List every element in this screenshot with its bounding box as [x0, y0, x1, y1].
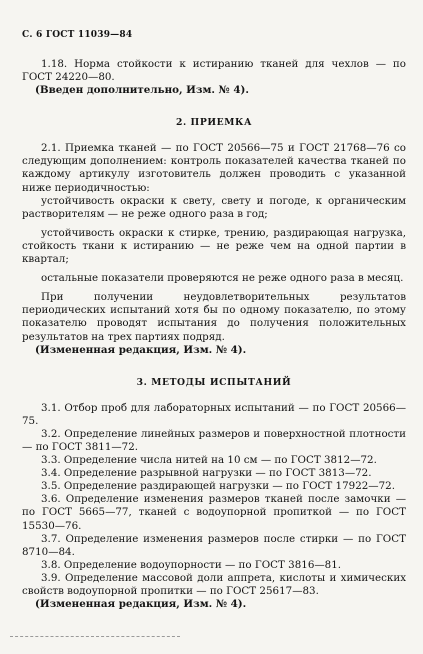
- paragraph-3-2: 3.2. Определение линейных размеров и поверхностной плотности — по ГОСТ 3811—72.: [22, 427, 406, 453]
- paragraph-3-7: 3.7. Определение изменения размеров после стирки — по ГОСТ 8710—84.: [22, 532, 406, 558]
- list-item-wash-fastness: устойчивость окраски к стирке, трению, раздирающая нагрузка, стойкость ткани к истиранию — не реже чем на одной партии в квартал;: [22, 226, 406, 266]
- paragraph-1-18: 1.18. Норма стойкости к истиранию тканей для чехлов — по ГОСТ 24220—80.: [22, 58, 406, 84]
- amendment-note: (Измененная редакция, Изм. № 4).: [35, 343, 247, 356]
- paragraph-3-4: 3.4. Определение разрывной нагрузки — по ГОСТ 3813—72.: [41, 467, 372, 480]
- paragraph-3-1: 3.1. Отбор проб для лабораторных испытаний — по ГОСТ 20566—75.: [22, 401, 406, 427]
- section-heading-acceptance: 2. ПРИЕМКА: [175, 117, 253, 129]
- paragraph-2-1: 2.1. Приемка тканей — по ГОСТ 20566—75 и ГОСТ 21768—76 со следующим дополнением: контроль показателей качества тканей по каждому артикулу изготовитель должен проводить с указанной ниже периодичностью:: [22, 142, 406, 194]
- paragraph-retest: При получении неудовлетворительных результатов периодических испытаний хотя бы по одному показателю, по этому показателю проводят испытания до получения положительных результатов на трех партиях подряд.: [22, 291, 406, 343]
- document-body: [22, 58, 406, 611]
- paragraph-3-5: 3.5. Определение раздирающей нагрузки — по ГОСТ 17922—72.: [41, 480, 395, 493]
- paragraph-3-3: 3.3. Определение числа нитей на 10 см — по ГОСТ 3812—72.: [41, 454, 377, 467]
- paragraph-3-6: 3.6. Определение изменения размеров тканей после замочки — по ГОСТ 5665—77, тканей с водоупорной пропиткой — по ГОСТ 15530—76.: [22, 493, 406, 532]
- list-item-light-fastness: устойчивость окраски к свету, свету и погоде, к органическим растворителям — не реже одного раза в год;: [22, 194, 406, 220]
- list-item-other-indicators: остальные показатели проверяются не реже одного раза в месяц.: [41, 272, 404, 285]
- section-heading-test-methods: 3. МЕТОДЫ ИСПЫТАНИЙ: [136, 376, 292, 388]
- paragraph-3-8: 3.8. Определение водоупорности — по ГОСТ 3816—81.: [41, 558, 342, 571]
- amendment-note: (Введен дополнительно, Изм. № 4).: [35, 84, 249, 97]
- paragraph-3-9: 3.9. Определение массовой доли аппрета, кислоты и химических свойств водоупорной пропитки — по ГОСТ 25617—83.: [22, 571, 406, 597]
- footer-rule: [10, 636, 180, 637]
- page-header: С. 6 ГОСТ 11039—84: [22, 30, 133, 40]
- amendment-note: (Измененная редакция, Изм. № 4).: [35, 598, 247, 611]
